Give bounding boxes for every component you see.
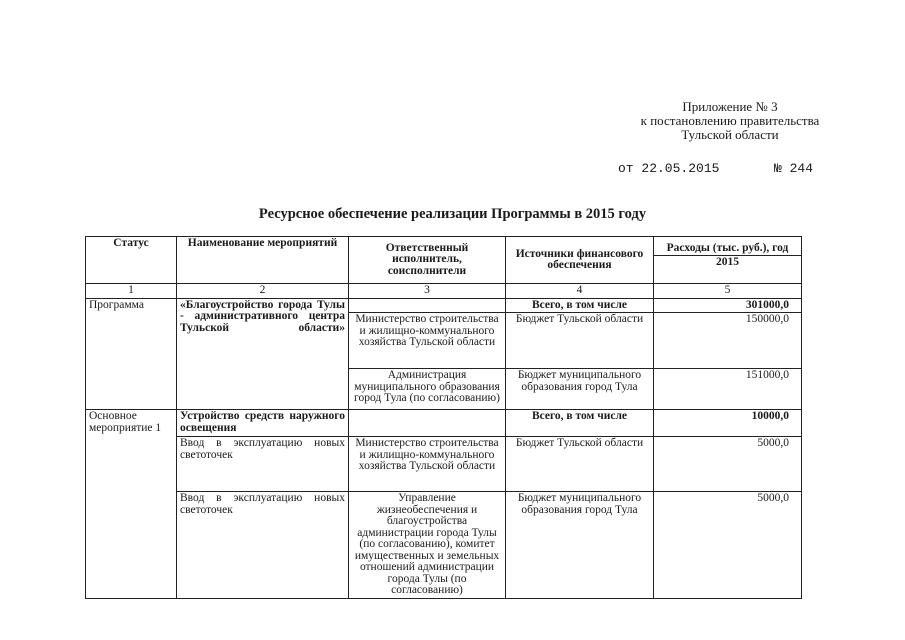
source-cell: Бюджет муниципального образования город Тула: [506, 369, 654, 410]
column-number: 2: [177, 284, 349, 299]
source-cell: Бюджет Тульской области: [506, 437, 654, 492]
header-responsible: Ответственный исполнитель, соисполнители: [349, 237, 506, 284]
program-name: «Благоустройство города Тулы - административного центра Тульской области»: [177, 298, 349, 410]
appendix-region: Тульской области: [681, 127, 779, 142]
program-status: Программа: [86, 298, 177, 410]
event-total-label: Всего, в том числе: [506, 410, 654, 437]
header-status: Статус: [86, 237, 177, 284]
header-expenses: Расходы (тыс. руб.), год: [654, 237, 802, 256]
document-title: Ресурсное обеспечение реализации Программы в 2015 году: [258, 206, 647, 222]
program-total-value: 301000,0: [654, 298, 802, 313]
program-total-row: [86, 298, 802, 313]
table-header-row: [86, 237, 802, 256]
value-cell: 5000,0: [654, 437, 802, 492]
responsible-cell: Администрация муниципального образования город Тула (по согласованию): [349, 369, 506, 410]
value-cell: 5000,0: [654, 492, 802, 599]
table-row: [86, 437, 802, 492]
program-total-label: Всего, в том числе: [506, 298, 654, 313]
column-numbers-row: [86, 284, 802, 299]
decree-date: от 22.05.2015: [618, 161, 720, 176]
responsible-cell: Управление жизнеобеспечения и благоустройства администрации города Тулы (по согласованию), комитет имущественных и земельных отношений администрации города Тулы (по согласованию): [349, 492, 506, 599]
event-activity-name: Ввод в эксплуатацию новых светоточек: [177, 492, 349, 599]
event-activity-name: Ввод в эксплуатацию новых светоточек: [177, 437, 349, 492]
event-status: Основное мероприятие 1: [86, 410, 177, 599]
header-name: Наименование мероприятий: [177, 237, 349, 284]
responsible-cell: Министерство строительства и жилищно-коммунального хозяйства Тульской области: [349, 437, 506, 492]
responsible-cell: Министерство строительства и жилищно-коммунального хозяйства Тульской области: [349, 313, 506, 369]
header-sources: Источники финансового обеспечения: [506, 237, 654, 284]
source-cell: Бюджет Тульской области: [506, 313, 654, 369]
column-number: 5: [654, 284, 802, 299]
appendix-header: [600, 100, 860, 142]
resource-table: [85, 236, 802, 599]
source-cell: Бюджет муниципального образования город Тула: [506, 492, 654, 599]
appendix-number: Приложение № 3: [682, 99, 778, 114]
appendix-decree-reference: к постановлению правительства: [640, 113, 820, 128]
event-total-value: 10000,0: [654, 410, 802, 437]
column-number: 3: [349, 284, 506, 299]
column-number: 1: [86, 284, 177, 299]
event-total-row: [86, 410, 802, 437]
value-cell: 150000,0: [654, 313, 802, 369]
event-name: Устройство средств наружного освещения: [177, 410, 349, 437]
header-year: 2015: [654, 256, 802, 284]
column-number: 4: [506, 284, 654, 299]
program-total-responsible: [349, 298, 506, 313]
event-total-responsible: [349, 410, 506, 437]
decree-line: [618, 161, 814, 176]
table-row: [86, 492, 802, 599]
value-cell: 151000,0: [654, 369, 802, 410]
decree-number: № 244: [774, 161, 814, 176]
